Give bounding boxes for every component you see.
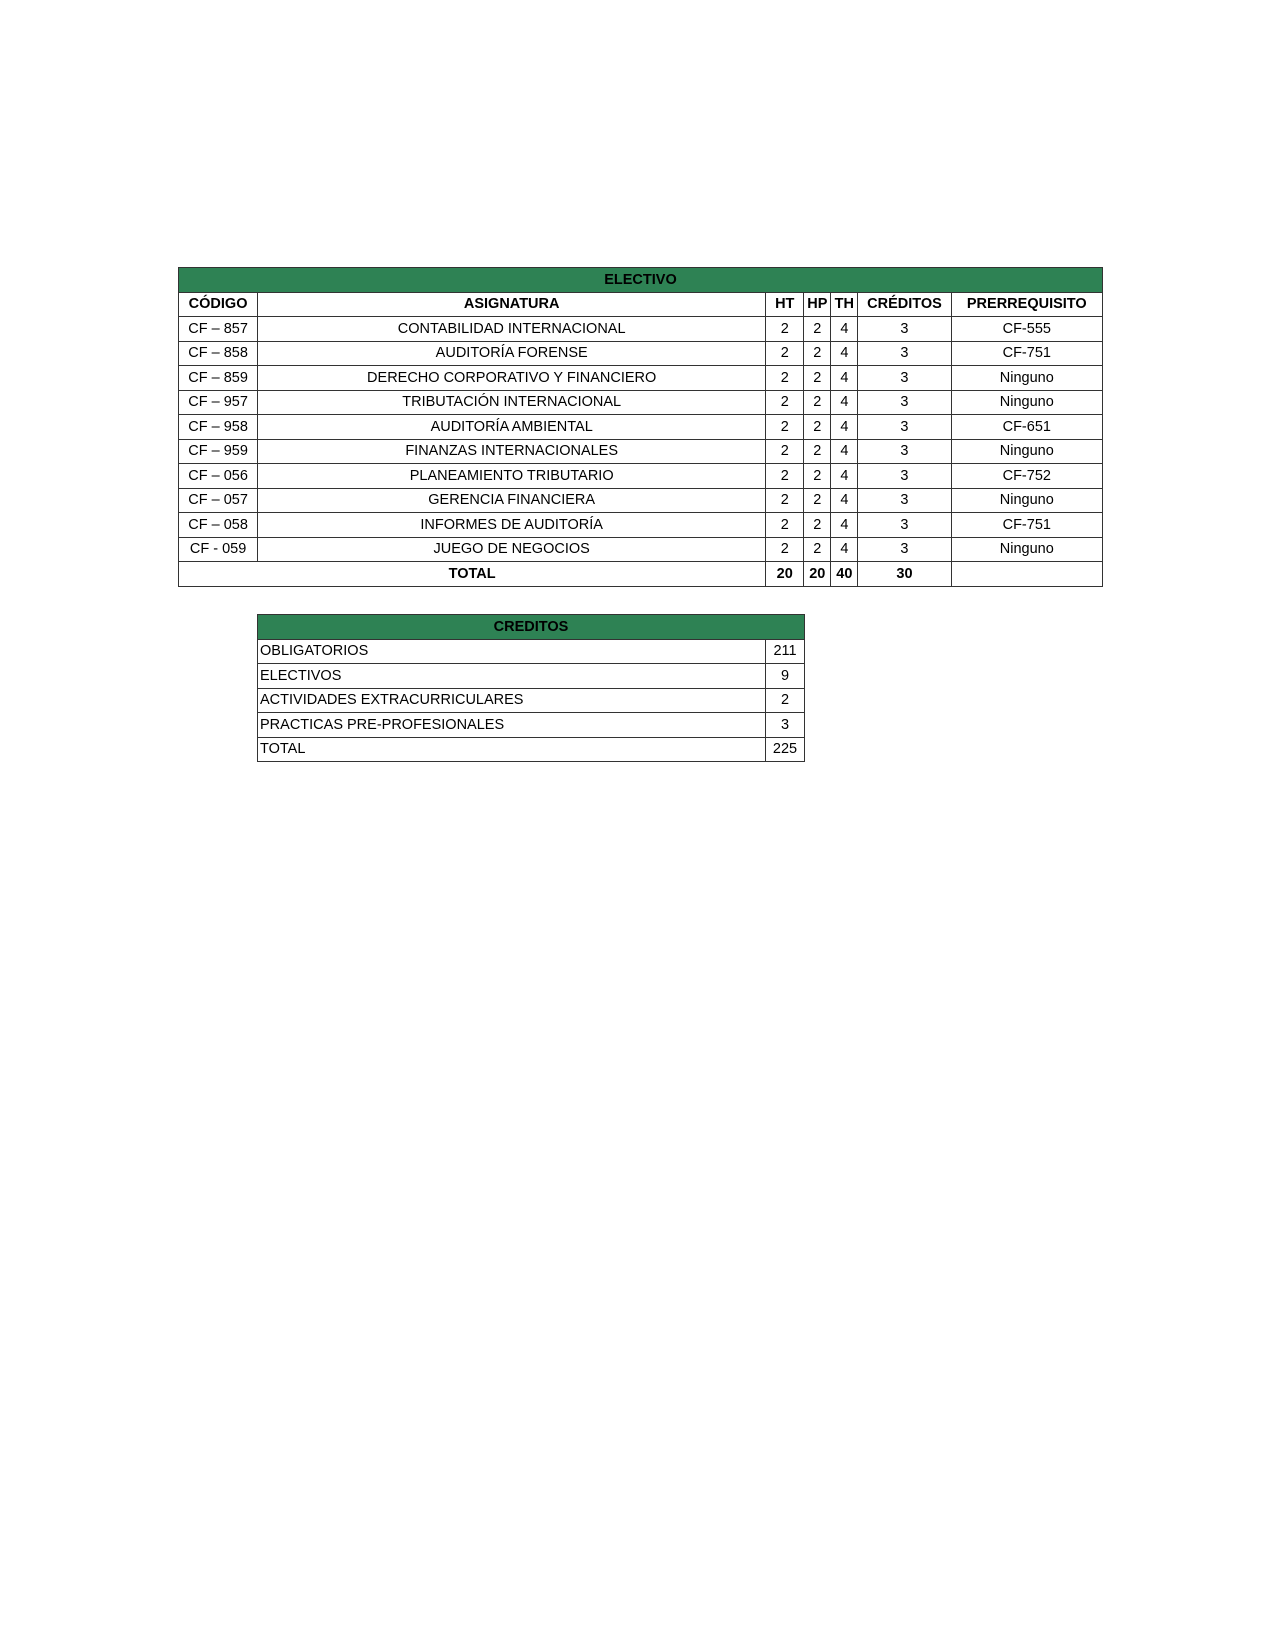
creditos-title-row	[258, 615, 805, 640]
header-th: TH	[831, 292, 858, 317]
cell-codigo: CF – 057	[179, 488, 258, 513]
header-hp: HP	[804, 292, 831, 317]
cell-hp: 2	[804, 513, 831, 538]
creditos-label: ELECTIVOS	[258, 664, 766, 689]
table-row	[179, 415, 1103, 440]
creditos-label: PRACTICAS PRE-PROFESIONALES	[258, 713, 766, 738]
creditos-table	[257, 614, 805, 762]
list-item	[258, 713, 805, 738]
table-row	[179, 537, 1103, 562]
cell-ht: 2	[766, 513, 804, 538]
cell-codigo: CF – 958	[179, 415, 258, 440]
cell-th: 4	[831, 537, 858, 562]
table-row	[179, 366, 1103, 391]
cell-asignatura: PLANEAMIENTO TRIBUTARIO	[258, 464, 766, 489]
cell-prerrequisito: Ninguno	[951, 390, 1102, 415]
total-hp: 20	[804, 562, 831, 587]
list-item	[258, 688, 805, 713]
table-row	[179, 513, 1103, 538]
cell-creditos: 3	[858, 464, 951, 489]
cell-prerrequisito: CF-751	[951, 341, 1102, 366]
creditos-title: CREDITOS	[258, 615, 805, 640]
cell-codigo: CF – 056	[179, 464, 258, 489]
cell-prerrequisito: Ninguno	[951, 439, 1102, 464]
electivo-title: ELECTIVO	[179, 268, 1103, 293]
cell-asignatura: FINANZAS INTERNACIONALES	[258, 439, 766, 464]
creditos-label: OBLIGATORIOS	[258, 639, 766, 664]
cell-creditos: 3	[858, 415, 951, 440]
header-ht: HT	[766, 292, 804, 317]
cell-hp: 2	[804, 537, 831, 562]
table-row	[179, 488, 1103, 513]
total-label: TOTAL	[179, 562, 766, 587]
header-creditos: CRÉDITOS	[858, 292, 951, 317]
cell-ht: 2	[766, 464, 804, 489]
electivo-table	[178, 267, 1103, 587]
list-item	[258, 664, 805, 689]
cell-prerrequisito: CF-751	[951, 513, 1102, 538]
cell-asignatura: AUDITORÍA AMBIENTAL	[258, 415, 766, 440]
total-creditos: 30	[858, 562, 951, 587]
cell-codigo: CF – 957	[179, 390, 258, 415]
header-prerrequisito: PRERREQUISITO	[951, 292, 1102, 317]
table-row	[179, 341, 1103, 366]
cell-ht: 2	[766, 439, 804, 464]
total-ht: 20	[766, 562, 804, 587]
header-asignatura: ASIGNATURA	[258, 292, 766, 317]
cell-creditos: 3	[858, 341, 951, 366]
cell-ht: 2	[766, 341, 804, 366]
cell-hp: 2	[804, 317, 831, 342]
cell-ht: 2	[766, 488, 804, 513]
cell-th: 4	[831, 415, 858, 440]
cell-asignatura: TRIBUTACIÓN INTERNACIONAL	[258, 390, 766, 415]
cell-codigo: CF – 857	[179, 317, 258, 342]
total-th: 40	[831, 562, 858, 587]
cell-ht: 2	[766, 317, 804, 342]
cell-creditos: 3	[858, 513, 951, 538]
cell-asignatura: INFORMES DE AUDITORÍA	[258, 513, 766, 538]
table-row	[179, 439, 1103, 464]
cell-asignatura: AUDITORÍA FORENSE	[258, 341, 766, 366]
cell-hp: 2	[804, 439, 831, 464]
cell-hp: 2	[804, 488, 831, 513]
cell-hp: 2	[804, 415, 831, 440]
table-row	[179, 464, 1103, 489]
cell-th: 4	[831, 317, 858, 342]
cell-codigo: CF – 859	[179, 366, 258, 391]
cell-creditos: 3	[858, 390, 951, 415]
cell-creditos: 3	[858, 537, 951, 562]
cell-codigo: CF – 858	[179, 341, 258, 366]
cell-creditos: 3	[858, 488, 951, 513]
cell-ht: 2	[766, 366, 804, 391]
total-prerrequisito-empty	[951, 562, 1102, 587]
cell-prerrequisito: CF-651	[951, 415, 1102, 440]
cell-ht: 2	[766, 537, 804, 562]
cell-th: 4	[831, 488, 858, 513]
table-row	[179, 390, 1103, 415]
cell-ht: 2	[766, 390, 804, 415]
cell-th: 4	[831, 439, 858, 464]
cell-ht: 2	[766, 415, 804, 440]
cell-th: 4	[831, 390, 858, 415]
creditos-value: 211	[766, 639, 805, 664]
cell-codigo: CF - 059	[179, 537, 258, 562]
cell-creditos: 3	[858, 317, 951, 342]
cell-codigo: CF – 058	[179, 513, 258, 538]
cell-hp: 2	[804, 464, 831, 489]
cell-asignatura: DERECHO CORPORATIVO Y FINANCIERO	[258, 366, 766, 391]
cell-prerrequisito: Ninguno	[951, 488, 1102, 513]
cell-asignatura: GERENCIA FINANCIERA	[258, 488, 766, 513]
creditos-value: 9	[766, 664, 805, 689]
cell-th: 4	[831, 513, 858, 538]
list-item	[258, 737, 805, 762]
creditos-value: 225	[766, 737, 805, 762]
electivo-title-row	[179, 268, 1103, 293]
creditos-value: 2	[766, 688, 805, 713]
cell-codigo: CF – 959	[179, 439, 258, 464]
cell-prerrequisito: CF-752	[951, 464, 1102, 489]
table-row	[179, 317, 1103, 342]
electivo-header-row	[179, 292, 1103, 317]
cell-th: 4	[831, 366, 858, 391]
cell-creditos: 3	[858, 439, 951, 464]
cell-prerrequisito: Ninguno	[951, 366, 1102, 391]
cell-prerrequisito: Ninguno	[951, 537, 1102, 562]
creditos-value: 3	[766, 713, 805, 738]
cell-asignatura: JUEGO DE NEGOCIOS	[258, 537, 766, 562]
cell-hp: 2	[804, 366, 831, 391]
list-item	[258, 639, 805, 664]
electivo-total-row	[179, 562, 1103, 587]
cell-creditos: 3	[858, 366, 951, 391]
header-codigo: CÓDIGO	[179, 292, 258, 317]
cell-hp: 2	[804, 341, 831, 366]
cell-th: 4	[831, 341, 858, 366]
cell-asignatura: CONTABILIDAD INTERNACIONAL	[258, 317, 766, 342]
cell-hp: 2	[804, 390, 831, 415]
creditos-label: TOTAL	[258, 737, 766, 762]
cell-th: 4	[831, 464, 858, 489]
cell-prerrequisito: CF-555	[951, 317, 1102, 342]
creditos-label: ACTIVIDADES EXTRACURRICULARES	[258, 688, 766, 713]
